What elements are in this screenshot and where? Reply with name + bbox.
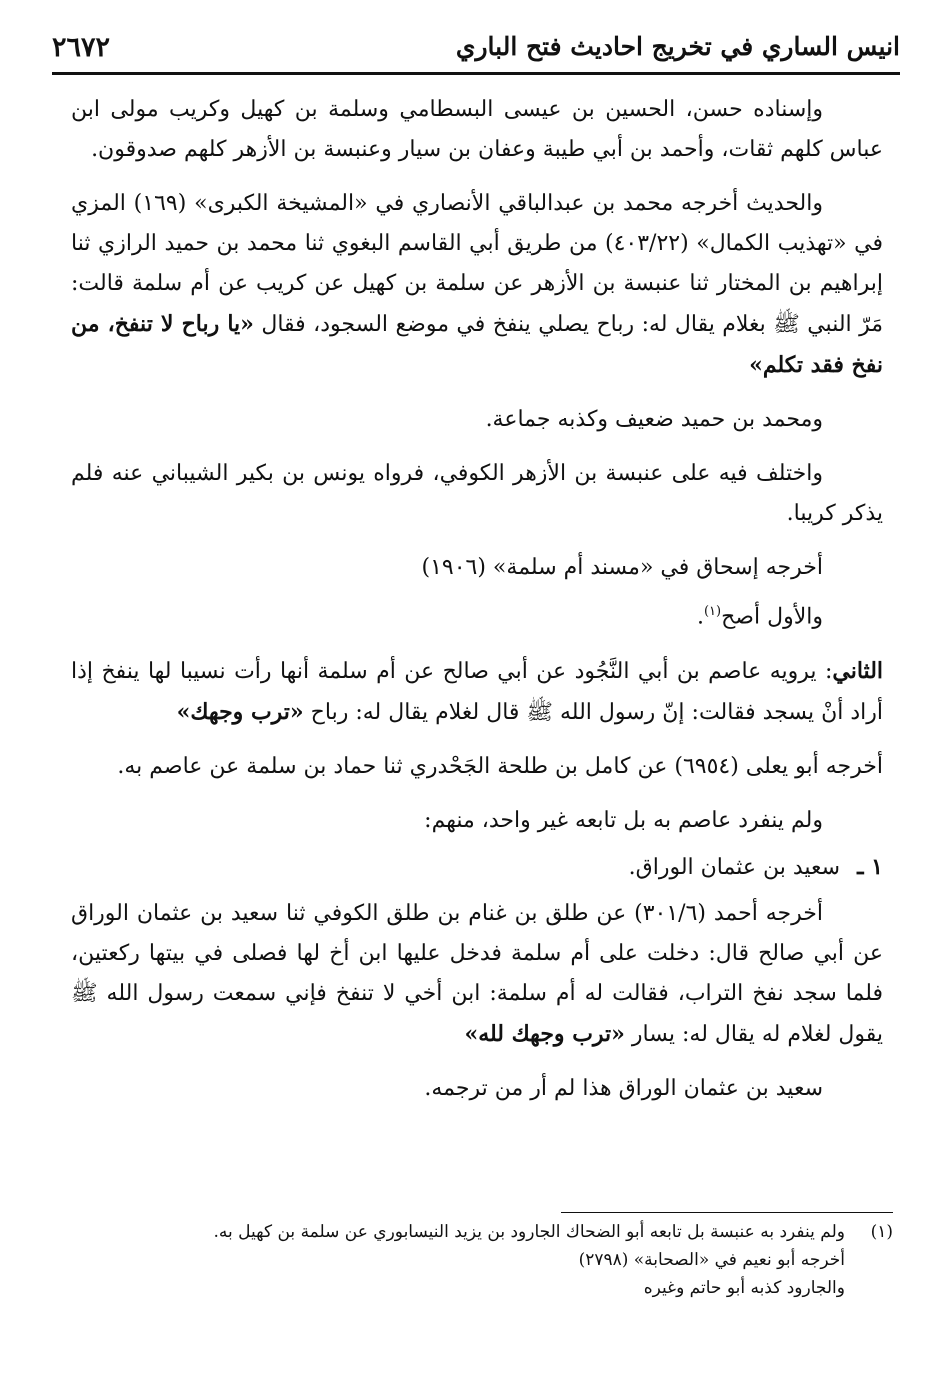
- paragraph-text: والأول أصح: [721, 604, 823, 630]
- paragraph-text: واختلف فيه على عنبسة بن الأزهر الكوفي، فرواه يونس بن بكير الشيباني عنه فلم يذكر كريبا.: [71, 461, 883, 526]
- hadith-text: «يا رباح لا تنفخ، من نفخ فقد تكلم»: [71, 311, 883, 378]
- footnote-line: والجارود كذبه أبو حاتم وغيره: [643, 1278, 845, 1298]
- list-number: ١ ـ: [857, 854, 883, 881]
- footnote-reference[interactable]: (١): [703, 604, 722, 619]
- paragraph-text: أخرجه إسحاق في «مسند أم سلمة» (١٩٠٦): [421, 555, 823, 580]
- header-divider: [52, 72, 900, 75]
- paragraph-awwal-asah: [71, 592, 883, 637]
- section-label: الثاني: [832, 658, 884, 685]
- paragraph-text: ولم ينفرد عاصم به بل تابعه غير واحد، منهم:: [424, 808, 823, 834]
- page-header: [52, 30, 900, 74]
- running-title: انيس الساري في تخريج احاديث فتح الباري: [455, 32, 900, 61]
- paragraph-narrator-note: [71, 400, 883, 440]
- paragraph-abu-yala: [71, 747, 883, 787]
- paragraph-text: سعيد بن عثمان الوراق هذا لم أر من ترجمه.: [424, 1076, 823, 1102]
- list-item: [71, 847, 883, 888]
- paragraph-takhrij-mashyakha: [71, 184, 883, 386]
- list-item-text: سعيد بن عثمان الوراق.: [628, 855, 841, 881]
- hadith-text: «ترب وجهك»: [176, 699, 304, 726]
- paragraph-ishaq: [71, 548, 883, 588]
- footnote-line: [73, 1218, 893, 1246]
- paragraph-text: : يرويه عاصم بن أبي النَّجُود عن أبي صالح عن أم سلمة أنها رأت نسيبا لها ينفخ إذا أراد أنْ يسجد فقالت: إنّ رسول الله ﷺ قال لغلام يقال له: رباح: [71, 659, 883, 726]
- main-text: [71, 90, 883, 1123]
- paragraph-text: والحديث أخرجه محمد بن عبدالباقي الأنصاري في «المشيخة الكبرى» (١٦٩) المزي في «تهذيب الكمال» (٤٠٣/٢٢) من طريق أبي القاسم البغوي ثنا محمد بن حميد الرازي ثنا إبراهيم بن المختار ثنا عنبسة بن الأزهر عن سلمة بن كهيل عن كريب عن أم سلمة قالت: مَرّ النبي ﷺ بغلام يقال له: رباح يصلي ينفخ في موضع السجود، فقال: [71, 191, 883, 337]
- footnote-text: ولم ينفرد به عنبسة بل تابعه أبو الضحاك الجارود بن يزيد النيسابوري عن سلمة بن كهيل به.: [213, 1222, 845, 1242]
- footnote-marker: (١): [870, 1222, 893, 1242]
- paragraph-text: ومحمد بن حميد ضعيف وكذبه جماعة.: [485, 407, 823, 432]
- footnote-divider: [561, 1212, 893, 1213]
- paragraph-ikhtilaf: [71, 454, 883, 534]
- paragraph-closing-note: [71, 1069, 883, 1109]
- paragraph-text: وإسناده حسن، الحسين بن عيسى البسطامي وسلمة بن كهيل وكريب مولى ابن عباس كلهم ثقات، وأحمد بن أبي طيبة وعفان بن سيار وعنبسة بن الأزهر كلهم صدوقون.: [71, 97, 883, 162]
- paragraph-text: أخرجه أبو يعلى (٦٩٥٤) عن كامل بن طلحة الجَحْدري ثنا حماد بن سلمة عن عاصم به.: [117, 754, 883, 780]
- paragraph-thani: [71, 651, 883, 733]
- page-number: ٢٦٧٢: [52, 32, 111, 63]
- footnote-line: أخرجه أبو نعيم في «الصحابة» (٢٧٩٨): [578, 1250, 845, 1270]
- paragraph-mutaba-at: [71, 801, 883, 841]
- paragraph-text: أخرجه أحمد (٣٠١/٦) عن طلق بن غنام بن طلق الكوفي ثنا سعيد بن عثمان الوراق عن أبي صالح قال: دخلت على أم سلمة فدخل عليها ابن أخ لها فصلى في بيتها ركعتين، فلما سجد نفخ التراب، فقالت له أم سلمة: ابن أخي لا تنفخ فإني سمعت رسول الله ﷺ يقول لغلام له يقال له: يسار: [71, 901, 883, 1048]
- paragraph-isnad-grading: [71, 90, 883, 170]
- hadith-text: «ترب وجهك لله»: [464, 1021, 625, 1048]
- footnotes: [73, 1218, 893, 1302]
- paragraph-ahmad: [71, 894, 883, 1055]
- paragraph-text: .: [696, 604, 704, 630]
